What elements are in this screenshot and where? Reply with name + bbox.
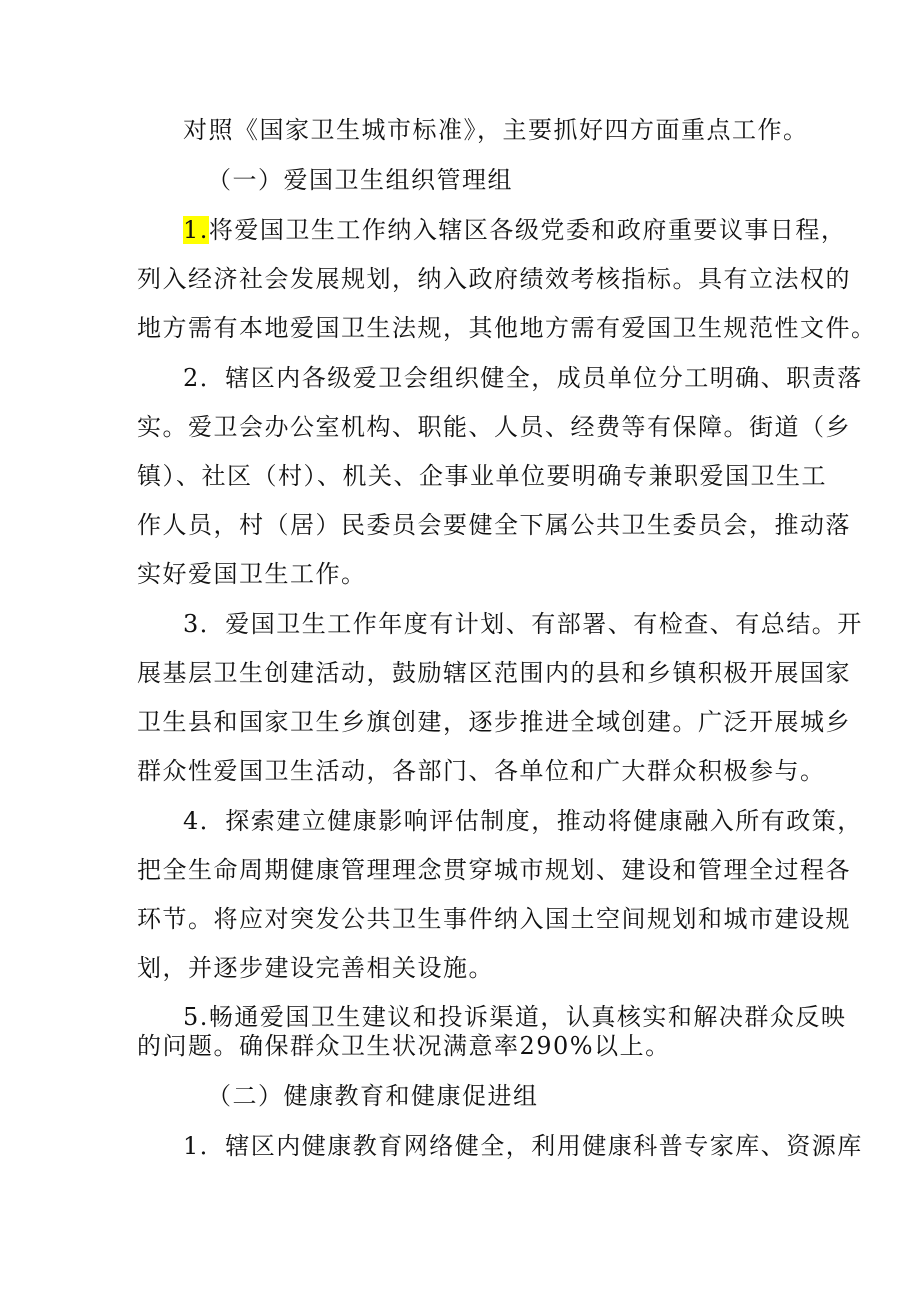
item-1-line-2: 列入经济社会发展规划，纳入政府绩效考核指标。具有立法权的	[137, 265, 851, 293]
item-1-line-3: 地方需有本地爱国卫生法规，其他地方需有爱国卫生规范性文件。	[137, 314, 877, 342]
item-5-line-1: 5.畅通爱国卫生建议和投诉渠道，认真核实和解决群众反映	[183, 1003, 847, 1031]
item-2-line-3: 镇）、社区（村）、机关、企事业单位要明确专兼职爱国卫生工	[137, 462, 827, 490]
item-4-line-3: 环节。将应对突发公共卫生事件纳入国土空间规划和城市建设规	[137, 905, 851, 933]
item-4-line-4: 划，并逐步建设完善相关设施。	[137, 954, 494, 982]
item-2-line-2: 实。爱卫会办公室机构、职能、人员、经费等有保障。街道（乡	[137, 413, 851, 441]
item-2-line-5: 实好爱国卫生工作。	[137, 560, 367, 588]
item-1-line-1	[183, 213, 846, 247]
section-heading-1: （一）爱国卫生组织管理组	[207, 166, 513, 194]
item-3-line-1: 3．爱国卫生工作年度有计划、有部署、有检查、有总结。开	[183, 610, 863, 638]
item-2-line-1: 2．辖区内各级爱卫会组织健全，成员单位分工明确、职责落	[183, 364, 863, 392]
highlighted-item-number: 1.	[183, 216, 209, 244]
section-2-item-1-line-1: 1．辖区内健康教育网络健全，利用健康科普专家库、资源库	[183, 1132, 863, 1160]
item-3-line-3: 卫生县和国家卫生乡旗创建，逐步推进全域创建。广泛开展城乡	[137, 708, 851, 736]
item-5-line-2: 的问题。确保群众卫生状况满意率290%以上。	[137, 1032, 671, 1060]
intro-paragraph: 对照《国家卫生城市标准》，主要抓好四方面重点工作。	[183, 116, 809, 144]
item-4-line-2: 把全生命周期健康管理理念贯穿城市规划、建设和管理全过程各	[137, 856, 851, 884]
item-3-line-4: 群众性爱国卫生活动，各部门、各单位和广大群众积极参与。	[137, 757, 826, 785]
item-4-line-1: 4．探索建立健康影响评估制度，推动将健康融入所有政策，	[183, 807, 863, 835]
item-2-line-4: 作人员，村（居）民委员会要健全下属公共卫生委员会，推动落	[137, 511, 851, 539]
item-1-line-1-text: 将爱国卫生工作纳入辖区各级党委和政府重要议事日程，	[208, 216, 847, 244]
item-3-line-2: 展基层卫生创建活动，鼓励辖区范围内的县和乡镇积极开展国家	[137, 659, 851, 687]
section-heading-2: （二）健康教育和健康促进组	[207, 1082, 539, 1110]
